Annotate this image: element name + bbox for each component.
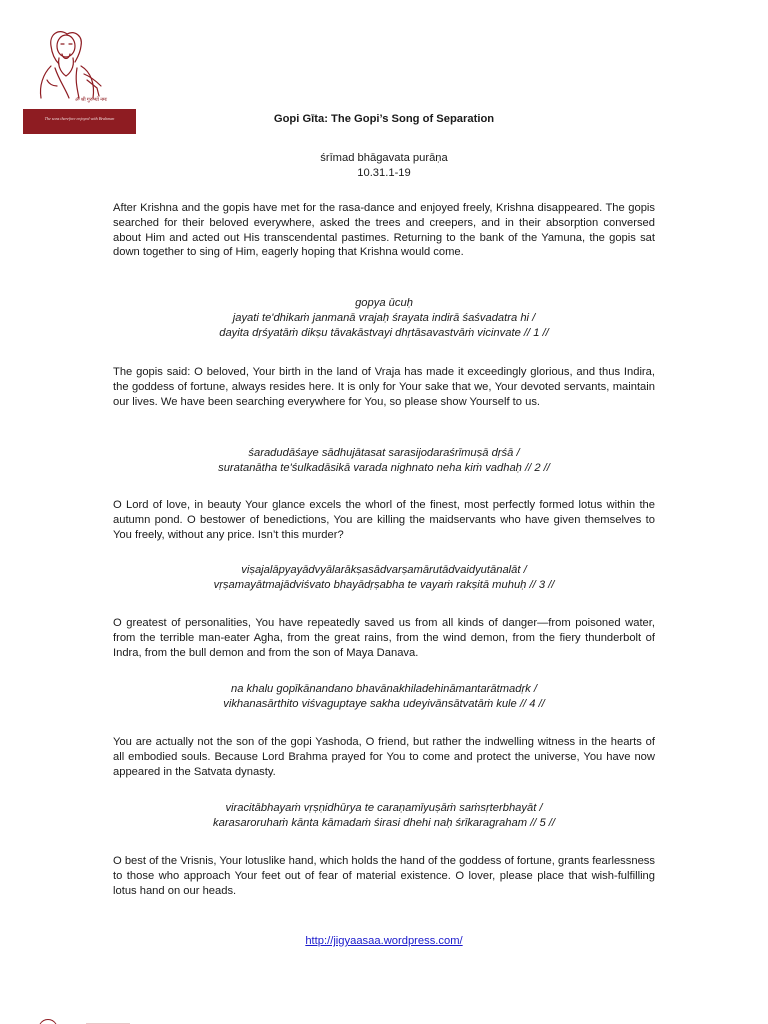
source-block: [0, 151, 768, 181]
logo-tagline: The sons therefore enjoyed with Brahman: [44, 116, 115, 121]
verse-line: vikhanasārthito viśvaguptaye sakha udeyivānsātvatāṁ kule // 4 //: [223, 698, 545, 710]
translation-5: [113, 854, 655, 898]
blog-link[interactable]: http://jigyaasaa.wordpress.com/: [305, 935, 463, 947]
verse-1: [113, 296, 655, 341]
source-title: śrīmad bhāgavata purāṇa: [320, 152, 448, 164]
verse-line: viṣajalāpyayādvyālarākṣasādvarṣamārutādvaidyutānalāt /: [241, 564, 527, 576]
translation-paragraph: The gopis said: O beloved, Your birth in the land of Vraja has made it exceedingly glorious, and thus Indira, the goddess of fortune, always resides here. It is only for Your sake that we, Your devoted servants, maintain our lives. We have been searching everywhere for You, so please show Yourself to us.: [113, 366, 655, 408]
intro-paragraph: After Krishna and the gopis have met for the rasa-dance and enjoyed freely, Krishna disappeared. The gopis searched for their beloved everywhere, asked the trees and creepers, and in their absorption conversed about Him and acted out His transcendental pastimes. Returning to the bank of the Yamuna, the gopis sat down together to sing of Him, eagerly hoping that Krishna would come.: [113, 202, 655, 259]
verse-heading: gopya ūcuḥ: [355, 297, 413, 309]
verse-line: vṛṣamayātmajādviśvato bhayādṛṣabha te vayaṁ rakṣitā muhuḥ // 3 //: [213, 579, 555, 591]
logo-caption: ॐ श्री गुरुभ्यो नमः: [74, 98, 107, 103]
translation-3: [113, 616, 655, 660]
verse-3: [113, 563, 655, 593]
verse-line: karasaroruhaṁ kānta kāmadaṁ śirasi dhehi naḥ śrīkaragraham // 5 //: [213, 817, 555, 829]
translation-2: [113, 498, 655, 542]
verse-5: [113, 801, 655, 831]
verse-line: dayita dṛśyatāṁ dikṣu tāvakāstvayi dhṛtāsavastvāṁ vicinvate // 1 //: [219, 327, 549, 339]
translation-4: [113, 735, 655, 779]
translation-paragraph: O best of the Vrisnis, Your lotuslike hand, which holds the hand of the goddess of fortune, grants fearlessness to those who approach Your feet out of fear of material existence. O lover, please place that wish-fulfilling lotus hand on our heads.: [113, 855, 655, 897]
sage-portrait-icon: [29, 24, 129, 99]
source-reference: 10.31.1-19: [357, 167, 411, 179]
translation-paragraph: O Lord of love, in beauty Your glance excels the whorl of the finest, most perfectly formed lotus within the autumn pond. O bestower of benedictions, You are killing the maidservants who have given themselves to You freely, without any price. Isn’t this murder?: [113, 499, 655, 541]
footer-logo-fragment-icon: [26, 1016, 138, 1024]
intro-section: [113, 201, 655, 260]
verse-line: suratanātha te'śulkadāsikā varada nighnato neha kiṁ vadhaḥ // 2 //: [218, 462, 550, 474]
translation-paragraph: You are actually not the son of the gopi Yashoda, O friend, but rather the indwelling witness in the hearts of all embodied souls. Because Lord Brahma prayed for You to come and protect the universe, You have now appeared in the Satvata dynasty.: [113, 736, 655, 778]
page-title: Gopi Gīta: The Gopi’s Song of Separation: [273, 113, 495, 125]
translation-1: [113, 365, 655, 409]
verse-line: viracitābhayaṁ vṛṣṇidhūrya te caraṇamīyuṣāṁ saṁsṛterbhayāt /: [225, 802, 543, 814]
translation-paragraph: O greatest of personalities, You have repeatedly saved us from all kinds of danger—from poisoned water, from the terrible man-eater Agha, from the great rains, from the wind demon, from the fiery thunderbolt of Indra, from the bull demon and from the son of Maya Danava.: [113, 617, 655, 659]
verse-4: [113, 682, 655, 712]
verse-line: jayati te'dhikaṁ janmanā vrajaḥ śrayata indirā śaśvadatra hi /: [232, 312, 536, 324]
verse-line: śaradudāśaye sādhujātasat sarasijodaraśrīmuṣā dṛśā /: [248, 447, 520, 459]
verse-line: na khalu gopīkānandano bhavānakhiladehināmantarātmadṛk /: [230, 683, 537, 695]
footer-link-container: [0, 935, 768, 947]
verse-2: [113, 446, 655, 476]
